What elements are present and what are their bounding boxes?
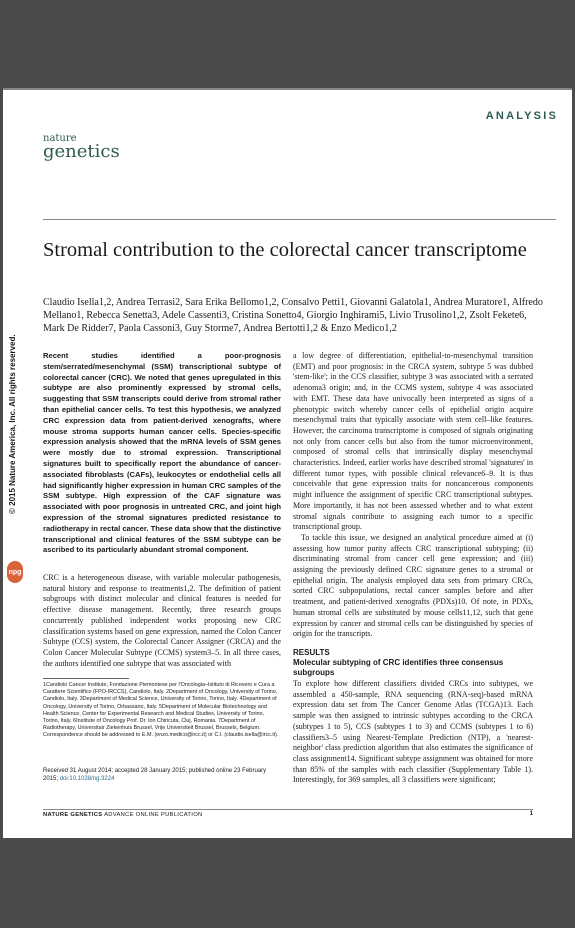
received-text: Received 31 August 2014; accepted 28 January 2015; published online 23 February 2015; — [43, 768, 267, 782]
article-page — [3, 88, 572, 838]
copyright-notice: © 2015 Nature America, Inc. All rights reserved. — [8, 334, 17, 514]
npg-logo-icon: npg — [7, 561, 23, 583]
footer-journal-name: NATURE GENETICS — [43, 812, 103, 818]
logo-genetics: genetics — [43, 141, 120, 162]
intro-paragraph: CRC is a heterogeneous disease, with variable molecular pathogenesis, natural history and response to treatments1,2. The definition of patient subgroups with distinct molecular and clinical features is needed for effective disease management. Recently, three research groups concurrently published independent works proposing new CRC classification systems based on gene expression, named the Colon Cancer Subtype (CCS) system, the Colorectal Cancer Assigner (CRCA) and the Colon Cancer Molecular Subtype (CCMS) system3–5. In all three cases, the authors identified one subtype that was associated with — [43, 573, 281, 668]
affiliations: 1Candiolo Cancer Institute, Fondazione Piemontese per l'Oncologia–Istituto di Ricovero e Cura a Carattere Scientifico (FPO-IRCCS), Candiolo, Italy. 2Department of Oncology, University of Torino, Candiolo, Italy. 3Department of Medical Science, University of Torino, Torino, Italy. 4Department of Oncology, University of Torino, Orbassano, Italy. 5Department of Molecular Biotechnology and Health Science, Center for Experimental Research and Medical Studies, University of Torino, Torino, Italy. 6Institute of Oncology Prof. Dr. Ion Chiricuta, Cluj, Romania. 7Department of Radiotherapy, Universitair Ziekenhuis Brussel, Vrije Universiteit Brussel, Brussels, Belgium. Correspondence should be addressed to E.M. (enzo.medico@ircc.it) or C.I. (claudio.isella@ircc.it). — [43, 682, 279, 739]
received-dates — [43, 767, 281, 783]
page-number: 1 — [529, 811, 533, 817]
body-paragraph-2: To tackle this issue, we designed an analytical procedure aimed at (i) assessing how tumor purity affects CRC transcriptional subtyping; (ii) discriminating stromal from cancer cell gene expression; and (iii) assigning the previously defined CRC signature genes to a stromal or epithelial origin. The analysis employed data sets from primary CRCs, sorted CRC subpopulations, rectal cancer samples before and after treatment, and patient-derived xenografts (PDXs)10. Of note, in PDXs, human stromal cells are substituted by mouse cells11,12, such that gene expression by cancer and stromal cells can be distinguished by species of origin for the transcripts. — [293, 532, 533, 639]
right-column — [293, 351, 533, 786]
journal-logo — [43, 134, 120, 161]
author-list: Claudio Isella1,2, Andrea Terrasi2, Sara Erika Bellomo1,2, Consalvo Petti1, Giovanni Galatola1, Andrea Muratore1, Alfredo Mellano1, Rebecca Senetta3, Adele Cassenti3, Cristina Sonetto4, Giorgio Inghirami5, Livio Trusolino1,2, Zsolt Fekete6, Mark De Ridder7, Paola Cassoni3, Guy Storme7, Andrea Bertotti1,2 & Enzo Medico1,2 — [43, 297, 543, 334]
results-heading: RESULTS — [293, 647, 330, 657]
article-title: Stromal contribution to the colorectal cancer transcriptome — [43, 239, 527, 261]
title-divider — [43, 219, 556, 220]
footer-journal — [43, 812, 202, 818]
footer-publication: ADVANCE ONLINE PUBLICATION — [104, 812, 203, 818]
abstract: Recent studies identified a poor-prognosis stem/serrated/mesenchymal (SSM) transcriptional subtype of colorectal cancer (CRC). We noted that genes upregulated in this subtype are also prominently expressed by stromal cells, suggesting that SSM transcripts could derive from stromal rather than epithelial cancer cells. To test this hypothesis, we analyzed CRC expression data from patient-derived xenografts, where mouse stroma supports human cancer cells. Species-specific expression analysis showed that the mRNA levels of SSM genes were mostly due to stromal expression. Transcriptional signatures built to specifically report the abundance of cancer-associated fibroblasts (CAFs), leukocytes or endothelial cells all had significantly higher expression in human CRC samples of the SSM subtype. High expression of the CAF signature was associated with poor prognosis in untreated CRC, and joint high expression of the stromal signatures predicted resistance to radiotherapy in rectal cancer. These data show that the distinctive transcriptional and clinical features of the SSM subtype can be ascribed to its particularly abundant stromal component. — [43, 351, 282, 555]
section-label: ANALYSIS — [485, 110, 558, 122]
top-rule — [3, 88, 572, 90]
affiliations-divider — [43, 678, 129, 679]
body-paragraph-3: To explore how different classifiers divided CRCs into subtypes, we assembled a 450-sample, RNA sequencing (RNA-seq)-based mRNA expression data set from The Cancer Genome Atlas (TCGA)13. Each sample was then assigned to intrinsic subtypes according to the CRCA (subtypes 1 to 5), CCS (subtypes 1 to 3) and CCMS (subtypes 1 to 6) classifiers3–5 using Nearest-Template Prediction (NTP), a 'nearest-neighbor' class prediction algorithm that also estimates the significance of class assignment14. Significant subtype assignment was obtained for more than 85% of the samples with each classifier (Supplementary Table 1). Interestingly, for 369 samples, all 3 classifiers were significant; — [293, 678, 533, 785]
results-subheading: Molecular subtyping of CRC identifies three consensus subgroups — [293, 657, 504, 677]
doi-link[interactable]: doi:10.1038/ng.3224 — [59, 776, 115, 782]
body-paragraph-1: a low degree of differentiation, epithelial-to-mesenchymal transition (EMT) and poor prognosis: in the CRCA system, subtype 5 was dubbed 'stem-like'; in the CCS classifier, subtype 3 was associated with a serrated adenoma3 origin; and, in the CCMS system, subtype 4 was associated with EMT. These data have univocally been interpreted as signs of a phenotypic switch whereby cancer cells of epithelial origin acquire mesenchymal traits that typically associate with stem cell–like features. However, the carcinoma transcriptome is composed of signals originating not only from cancer cells but also from the tumor microenvironment, composed of stromal cells that intrinsically display mesenchymal characteristics. Indeed, earlier works have described stromal 'signatures' in different tumor types, with possible clinical relevance6–9. It is thus conceivable that gene expression traits for noncancerous components might influence the assignment of specific CRC transcriptional subtypes. More importantly, it has not been assessed whether and to what extent stromal signals contribute to assigning each tumor to a specific transcriptional group. — [293, 351, 533, 532]
logo-nature: nature — [43, 133, 77, 144]
footer-divider — [43, 809, 533, 810]
